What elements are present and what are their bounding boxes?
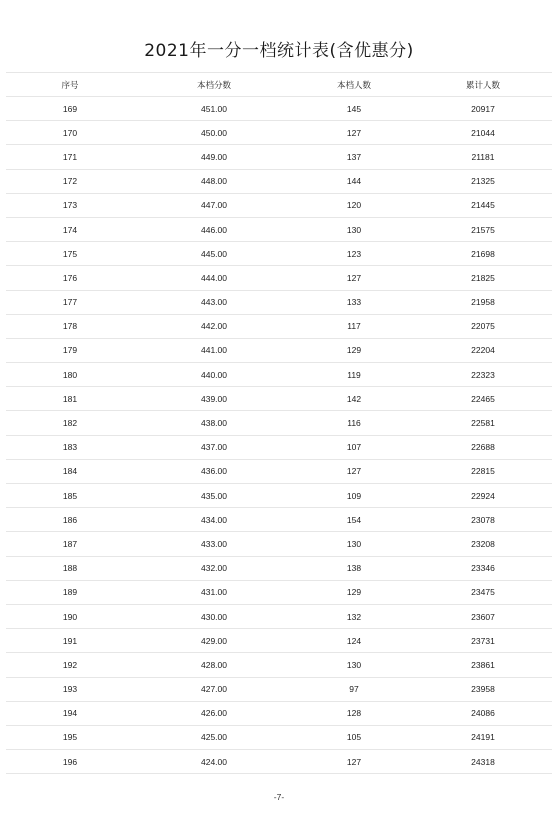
table-row <box>6 242 552 266</box>
cell-index: 196 <box>6 750 134 774</box>
cell-index: 194 <box>6 701 134 725</box>
cell-count: 137 <box>294 145 414 169</box>
table-row <box>6 193 552 217</box>
cell-score: 431.00 <box>134 580 294 604</box>
cell-count: 120 <box>294 193 414 217</box>
cell-cumulative: 23078 <box>414 508 552 532</box>
cell-cumulative: 23958 <box>414 677 552 701</box>
table-row <box>6 508 552 532</box>
table-row <box>6 169 552 193</box>
cell-index: 188 <box>6 556 134 580</box>
cell-score: 437.00 <box>134 435 294 459</box>
cell-score: 438.00 <box>134 411 294 435</box>
cell-index: 189 <box>6 580 134 604</box>
cell-count: 129 <box>294 338 414 362</box>
cell-cumulative: 21698 <box>414 242 552 266</box>
cell-score: 435.00 <box>134 484 294 508</box>
cell-cumulative: 24191 <box>414 725 552 749</box>
table-row <box>6 459 552 483</box>
cell-index: 172 <box>6 169 134 193</box>
cell-index: 183 <box>6 435 134 459</box>
cell-cumulative: 22075 <box>414 314 552 338</box>
table-row <box>6 338 552 362</box>
cell-count: 127 <box>294 750 414 774</box>
table-row <box>6 121 552 145</box>
cell-score: 436.00 <box>134 459 294 483</box>
cell-score: 425.00 <box>134 725 294 749</box>
cell-cumulative: 24086 <box>414 701 552 725</box>
cell-score: 440.00 <box>134 363 294 387</box>
cell-index: 191 <box>6 629 134 653</box>
table-row <box>6 435 552 459</box>
cell-score: 428.00 <box>134 653 294 677</box>
table-row <box>6 653 552 677</box>
cell-count: 97 <box>294 677 414 701</box>
cell-count: 145 <box>294 97 414 121</box>
cell-count: 107 <box>294 435 414 459</box>
header-score: 本档分数 <box>134 73 294 97</box>
cell-count: 127 <box>294 459 414 483</box>
cell-index: 171 <box>6 145 134 169</box>
cell-index: 186 <box>6 508 134 532</box>
cell-cumulative: 22688 <box>414 435 552 459</box>
cell-count: 116 <box>294 411 414 435</box>
table-row <box>6 484 552 508</box>
cell-score: 447.00 <box>134 193 294 217</box>
cell-index: 195 <box>6 725 134 749</box>
table-row <box>6 314 552 338</box>
cell-count: 127 <box>294 266 414 290</box>
cell-score: 448.00 <box>134 169 294 193</box>
cell-cumulative: 21958 <box>414 290 552 314</box>
table-row <box>6 387 552 411</box>
cell-index: 177 <box>6 290 134 314</box>
cell-index: 174 <box>6 217 134 241</box>
cell-cumulative: 21445 <box>414 193 552 217</box>
cell-count: 133 <box>294 290 414 314</box>
cell-count: 119 <box>294 363 414 387</box>
cell-count: 109 <box>294 484 414 508</box>
cell-cumulative: 20917 <box>414 97 552 121</box>
page-number: -7- <box>273 792 285 802</box>
cell-score: 427.00 <box>134 677 294 701</box>
cell-count: 138 <box>294 556 414 580</box>
score-distribution-table <box>6 72 552 774</box>
cell-cumulative: 22815 <box>414 459 552 483</box>
cell-count: 105 <box>294 725 414 749</box>
table-row <box>6 677 552 701</box>
table-row <box>6 532 552 556</box>
cell-index: 176 <box>6 266 134 290</box>
table-row <box>6 411 552 435</box>
cell-index: 169 <box>6 97 134 121</box>
table-row <box>6 580 552 604</box>
table-row <box>6 725 552 749</box>
cell-index: 180 <box>6 363 134 387</box>
cell-count: 130 <box>294 532 414 556</box>
cell-count: 117 <box>294 314 414 338</box>
cell-score: 449.00 <box>134 145 294 169</box>
table-row <box>6 629 552 653</box>
cell-score: 432.00 <box>134 556 294 580</box>
table-body <box>6 97 552 774</box>
cell-score: 446.00 <box>134 217 294 241</box>
cell-count: 130 <box>294 653 414 677</box>
table-row <box>6 363 552 387</box>
cell-cumulative: 21575 <box>414 217 552 241</box>
cell-score: 451.00 <box>134 97 294 121</box>
table-row <box>6 604 552 628</box>
cell-count: 144 <box>294 169 414 193</box>
cell-count: 124 <box>294 629 414 653</box>
cell-score: 434.00 <box>134 508 294 532</box>
cell-score: 441.00 <box>134 338 294 362</box>
cell-cumulative: 21044 <box>414 121 552 145</box>
table-row <box>6 290 552 314</box>
cell-cumulative: 23346 <box>414 556 552 580</box>
cell-cumulative: 23475 <box>414 580 552 604</box>
cell-score: 443.00 <box>134 290 294 314</box>
cell-cumulative: 22465 <box>414 387 552 411</box>
table-header <box>6 73 552 97</box>
cell-score: 445.00 <box>134 242 294 266</box>
table-row <box>6 217 552 241</box>
cell-score: 442.00 <box>134 314 294 338</box>
table-row <box>6 97 552 121</box>
cell-index: 175 <box>6 242 134 266</box>
cell-index: 181 <box>6 387 134 411</box>
cell-score: 433.00 <box>134 532 294 556</box>
cell-index: 185 <box>6 484 134 508</box>
cell-index: 173 <box>6 193 134 217</box>
table-row <box>6 145 552 169</box>
cell-count: 127 <box>294 121 414 145</box>
cell-score: 430.00 <box>134 604 294 628</box>
cell-score: 444.00 <box>134 266 294 290</box>
header-count: 本档人数 <box>294 73 414 97</box>
cell-count: 132 <box>294 604 414 628</box>
cell-count: 128 <box>294 701 414 725</box>
cell-cumulative: 23861 <box>414 653 552 677</box>
cell-index: 179 <box>6 338 134 362</box>
cell-count: 154 <box>294 508 414 532</box>
header-row <box>6 73 552 97</box>
cell-index: 187 <box>6 532 134 556</box>
cell-cumulative: 21181 <box>414 145 552 169</box>
cell-index: 182 <box>6 411 134 435</box>
cell-index: 184 <box>6 459 134 483</box>
cell-score: 426.00 <box>134 701 294 725</box>
cell-cumulative: 21325 <box>414 169 552 193</box>
cell-cumulative: 23731 <box>414 629 552 653</box>
header-cumulative: 累计人数 <box>414 73 552 97</box>
header-index: 序号 <box>6 73 134 97</box>
cell-cumulative: 21825 <box>414 266 552 290</box>
cell-index: 190 <box>6 604 134 628</box>
cell-score: 424.00 <box>134 750 294 774</box>
cell-cumulative: 23607 <box>414 604 552 628</box>
cell-score: 439.00 <box>134 387 294 411</box>
page-title: 2021年一分一档统计表(含优惠分) <box>144 41 414 61</box>
cell-index: 192 <box>6 653 134 677</box>
cell-score: 450.00 <box>134 121 294 145</box>
cell-index: 170 <box>6 121 134 145</box>
cell-count: 130 <box>294 217 414 241</box>
cell-cumulative: 22204 <box>414 338 552 362</box>
cell-count: 123 <box>294 242 414 266</box>
table-row <box>6 266 552 290</box>
cell-count: 142 <box>294 387 414 411</box>
table-row <box>6 750 552 774</box>
cell-cumulative: 23208 <box>414 532 552 556</box>
cell-score: 429.00 <box>134 629 294 653</box>
cell-count: 129 <box>294 580 414 604</box>
cell-cumulative: 22323 <box>414 363 552 387</box>
cell-index: 193 <box>6 677 134 701</box>
table-row <box>6 556 552 580</box>
cell-cumulative: 24318 <box>414 750 552 774</box>
table-row <box>6 701 552 725</box>
cell-cumulative: 22581 <box>414 411 552 435</box>
cell-index: 178 <box>6 314 134 338</box>
cell-cumulative: 22924 <box>414 484 552 508</box>
